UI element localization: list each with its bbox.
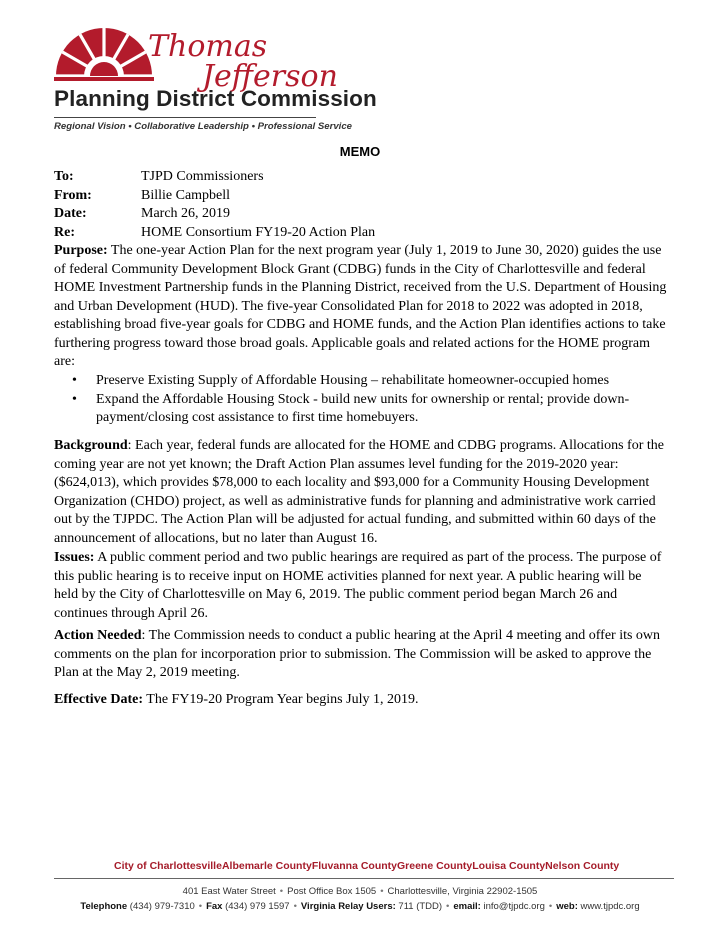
effective-date-text: The FY19-20 Program Year begins July 1, 2019.: [143, 692, 419, 707]
website-link[interactable]: www.tjpdc.org: [580, 901, 640, 912]
fax-number: (434) 979 1597: [225, 901, 290, 912]
background-label: Background: [54, 438, 128, 453]
separator-icon: •: [293, 901, 297, 912]
telephone-label: Telephone: [80, 901, 128, 912]
separator-icon: •: [548, 901, 553, 912]
action-text: : The Commission needs to conduct a public hearing at the April 4 meeting and offer its own comments on the plan for incorporation prior to submission. The Commission will be asked to approve the Plan at the May 2, 2019 meeting.: [54, 628, 661, 680]
header-value: TJPD Commissioners: [141, 169, 264, 184]
purpose-section: [54, 242, 668, 372]
memo-title: MEMO: [339, 144, 381, 159]
list-item: [72, 391, 668, 428]
header-value: Billie Campbell: [141, 187, 231, 203]
header-label: From:: [54, 187, 92, 203]
bullet-icon: •: [72, 391, 77, 407]
locality-name: Fluvanna County: [311, 860, 397, 872]
letterhead-divider: [54, 117, 316, 118]
locality-name: City of Charlottesville: [114, 860, 222, 872]
purpose-label: Purpose:: [54, 243, 108, 258]
header-value: HOME Consortium FY19-20 Action Plan: [141, 224, 376, 240]
header-value: March 26, 2019: [141, 206, 231, 221]
memo-header: [54, 168, 375, 242]
fax-label: Fax: [206, 901, 223, 912]
header-label: To:: [54, 169, 74, 184]
header-label: Re:: [54, 224, 75, 240]
web-label: web:: [556, 901, 578, 912]
goals-list: [72, 372, 668, 428]
locality-name: Greene County: [396, 860, 473, 872]
separator-icon: •: [279, 886, 284, 897]
issues-label: Issues:: [54, 550, 95, 565]
relay-number: 711 (TDD): [398, 901, 443, 912]
effective-date-label: Effective Date:: [54, 692, 144, 707]
issues-text: A public comment period and two public hearings are required as part of the process. The purpose of this public hearing is to receive input on HOME activities planned for next year. A public hearing will be held by the City of Charlottesville on May 6, 2019. The public comment period began March 26 and continues through April 26.: [54, 550, 662, 621]
locality-name: Louisa County: [472, 860, 546, 872]
email-label: email:: [453, 901, 481, 912]
organization-name: Planning District Commission: [54, 86, 377, 111]
contact-info: [0, 901, 720, 912]
locality-name: Nelson County: [545, 860, 620, 872]
sunrise-logo-icon: [54, 22, 154, 86]
issues-section: [54, 549, 668, 623]
organization-tagline: Regional Vision • Collaborative Leadership • Professional Service: [54, 121, 352, 132]
background-section: [54, 437, 668, 548]
memo-header-date: [54, 205, 375, 224]
po-box: Post Office Box 1505: [287, 886, 377, 897]
member-localities: [114, 860, 618, 872]
action-label: Action Needed: [54, 628, 142, 643]
bullet-icon: •: [72, 373, 77, 388]
header-label: Date:: [54, 206, 87, 221]
locality-name: Albemarle County: [221, 860, 312, 872]
memo-header-to: [54, 168, 375, 187]
letterhead-logo: [54, 22, 377, 132]
logo-script-jefferson: Jefferson: [202, 59, 338, 94]
purpose-text: The one-year Action Plan for the next program year (July 1, 2019 to June 30, 2020) guides the use of federal Community Development Block Grant (CDBG) funds in the City of Charlottesville and federal HOME Investment Partnership funds in the Planning District, received from the U.S. Department of Housing and Urban Development (HUD). The five-year Consolidated Plan for 2018 to 2022 was adopted in 2018, establishing broad five-year goals for CDBG and HOME funds, and the Action Plan identifies actions to take furthering progress toward those broad goals. Applicable goals and related actions for the HOME program are:: [54, 243, 667, 369]
action-section: [54, 627, 668, 683]
telephone-number: (434) 979-7310: [129, 901, 195, 912]
list-item-text: Expand the Affordable Housing Stock - build new units for ownership or rental; provide down-payment/closing cost assistance to first time homebuyers.: [96, 391, 630, 425]
logo-script-thomas: Thomas: [148, 29, 268, 64]
email-link[interactable]: info@tjpdc.org: [483, 901, 545, 912]
memo-header-from: [54, 187, 375, 206]
background-text: : Each year, federal funds are allocated for the HOME and CDBG programs. Allocations for the coming year are not yet known; the Draft Action Plan assumes level funding for the 2019-2020 year:($624,013), which provides $78,000 to each locality and $93,000 for a Community Housing Development Organization (CHDO) project, as well as administrative funds for planning and administrative work carried out by the TJPDC. The Action Plan will be adjusted for actual funding, and submitted within 60 days of the announcement of allocations, but no later than August 16.: [54, 438, 664, 546]
effective-date-section: [54, 691, 668, 710]
city-state-zip: Charlottesville, Virginia 22902-1505: [387, 886, 538, 897]
mailing-address: [0, 886, 720, 897]
separator-icon: •: [198, 901, 203, 912]
relay-label: Virginia Relay Users:: [300, 901, 396, 912]
footer-divider: [54, 878, 674, 879]
separator-icon: •: [380, 886, 384, 897]
memo-header-re: [54, 224, 375, 243]
street-address: 401 East Water Street: [182, 886, 276, 897]
list-item: [72, 372, 668, 391]
separator-icon: •: [446, 901, 450, 912]
list-item-text: Preserve Existing Supply of Affordable Housing – rehabilitate homeowner-occupied homes: [96, 373, 610, 388]
